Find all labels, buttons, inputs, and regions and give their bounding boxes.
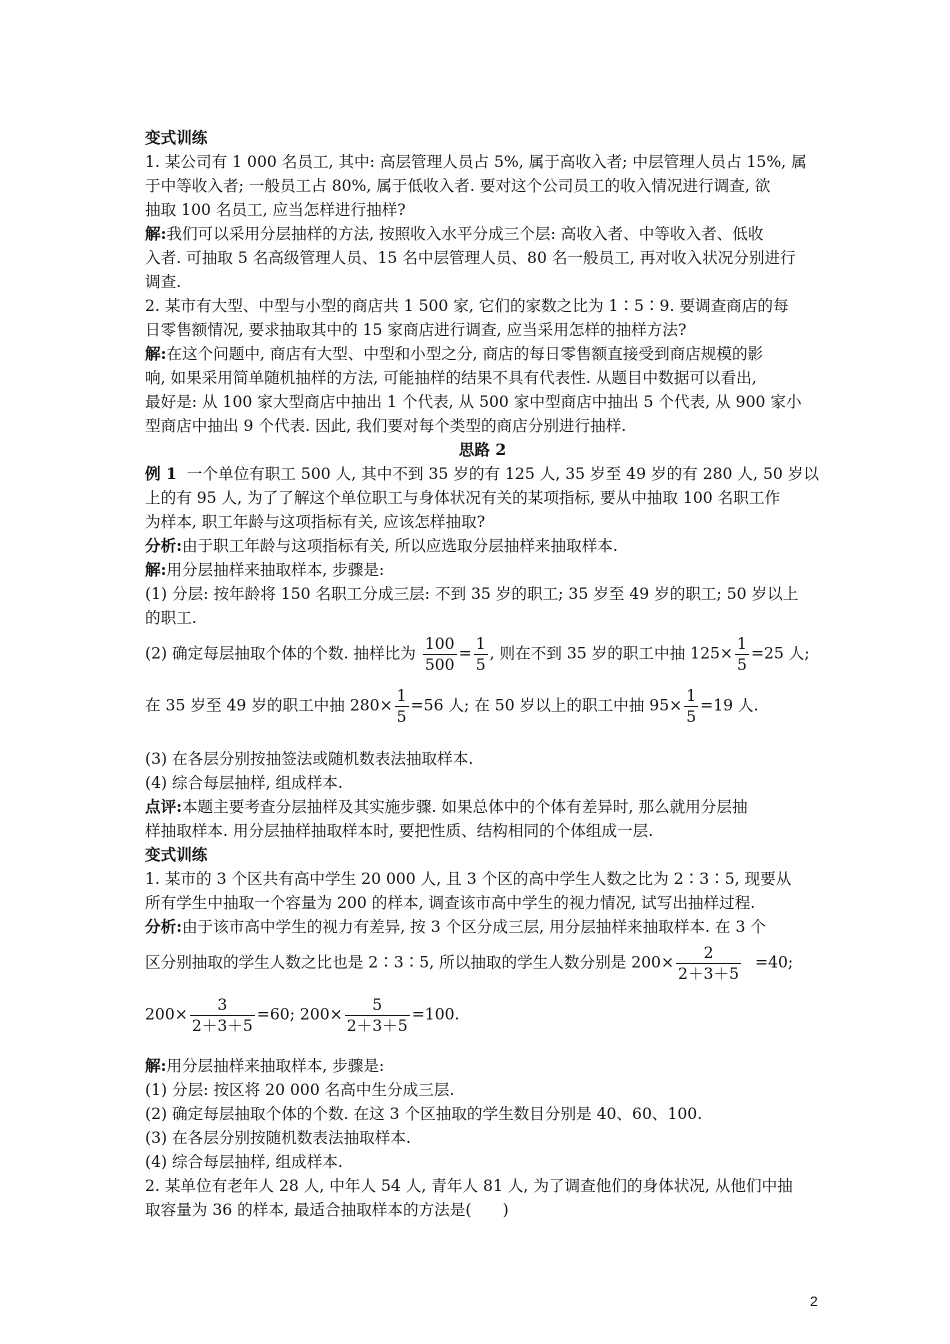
answer-body: 我们可以采用分层抽样的方法, 按照收入水平分成三个层: 高收入者、中等收入者、低收 xyxy=(166,225,764,243)
solution-label: 解: xyxy=(145,560,167,579)
fraction xyxy=(735,634,749,675)
fraction xyxy=(676,943,741,984)
analysis-text-with-fractions xyxy=(145,943,793,984)
section-heading: 变式训练 xyxy=(145,128,208,147)
fraction-numerator: 2 xyxy=(703,944,714,962)
text-segment: =60; 200× xyxy=(256,1005,343,1024)
fraction xyxy=(345,995,410,1036)
text-segment: =100. xyxy=(411,1005,460,1024)
question-text: 于中等收入者; 一般员工占 80%, 属于低收入者. 要对这个公司员工的收入情况进行调查, 欲 xyxy=(145,177,771,195)
example-text xyxy=(145,462,819,486)
text-segment: =40; xyxy=(755,953,794,972)
question-text: 1. 某公司有 1 000 名员工, 其中: 高层管理人员占 5%, 属于高收入者; 中层管理人员占 15%, 属 xyxy=(145,153,807,171)
comment-text: 样抽取样本. 用分层抽样抽取样本时, 要把性质、结构相同的个体组成一层. xyxy=(145,822,654,840)
text-segment: 在 35 岁至 49 岁的职工中抽 280× xyxy=(145,696,393,715)
fraction xyxy=(395,686,409,727)
step-text: (1) 分层: 按区将 20 000 名高中生分成三层. xyxy=(145,1081,455,1099)
comment-body: 本题主要考查分层抽样及其实施步骤. 如果总体中的个体有差异时, 那么就用分层抽 xyxy=(181,798,748,816)
comment-text xyxy=(145,795,748,819)
answer-text: 响, 如果采用简单随机抽样的方法, 可能抽样的结果不具有代表性. 从题目中数据可以看出, xyxy=(145,369,757,387)
fraction-denominator: 2＋3＋5 xyxy=(678,965,739,983)
section-heading: 变式训练 xyxy=(145,845,208,864)
fraction-denominator: 5 xyxy=(686,708,697,726)
solution-body: 用分层抽样来抽取样本, 步骤是: xyxy=(166,561,385,579)
text-segment: (2) 确定每层抽取个体的个数. 抽样比为 xyxy=(145,644,416,663)
answer-text: 调查. xyxy=(145,273,182,291)
fraction xyxy=(423,634,457,675)
analysis-text xyxy=(145,915,766,939)
analysis-label: 分析: xyxy=(145,536,182,555)
text-segment: =56 人; 在 50 岁以上的职工中抽 95× xyxy=(410,696,683,715)
section-heading: 思路 2 xyxy=(458,440,507,459)
step-text: (4) 综合每层抽样, 组成样本. xyxy=(145,1153,343,1171)
question-text: 日零售额情况, 要求抽取其中的 15 家商店进行调查, 应当采用怎样的抽样方法? xyxy=(145,321,687,339)
page-number: 2 xyxy=(810,1293,818,1309)
fraction-denominator: 5 xyxy=(396,708,407,726)
answer-label: 解: xyxy=(145,344,167,363)
question-text: 2. 某单位有老年人 28 人, 中年人 54 人, 青年人 81 人, 为了调查他们的身体状况, 从他们中抽 xyxy=(145,1177,793,1195)
fraction-numerator: 3 xyxy=(217,996,228,1014)
fraction-numerator: 100 xyxy=(424,635,455,653)
solution-label: 解: xyxy=(145,1056,167,1075)
question-text: 所有学生中抽取一个容量为 200 的样本, 调查该市高中学生的视力情况, 试写出抽样过程. xyxy=(145,894,756,912)
example-body: 一个单位有职工 500 人, 其中不到 35 岁的有 125 人, 35 岁至 49 岁的有 280 人, 50 岁以 xyxy=(186,465,819,483)
solution-text xyxy=(145,558,384,582)
fraction-numerator: 1 xyxy=(475,635,486,653)
question-text: 抽取 100 名员工, 应当怎样进行抽样? xyxy=(145,201,406,219)
solution-text xyxy=(145,1054,384,1078)
question-text: 1. 某市的 3 个区共有高中学生 20 000 人, 且 3 个区的高中学生人数之比为 2∶3∶5, 现要从 xyxy=(145,870,792,888)
fraction-denominator: 500 xyxy=(424,656,455,674)
text-segment: =25 人; xyxy=(750,644,810,663)
fraction-numerator: 5 xyxy=(372,996,383,1014)
answer-text xyxy=(145,222,763,246)
analysis-text-with-fractions xyxy=(145,995,460,1036)
example-text: 为样本, 职工年龄与这项指标有关, 应该怎样抽取? xyxy=(145,513,486,531)
step-text: (2) 确定每层抽取个体的个数. 在这 3 个区抽取的学生数目分别是 40、60、100. xyxy=(145,1105,703,1123)
fraction-denominator: 5 xyxy=(475,656,486,674)
text-segment: =19 人. xyxy=(700,696,759,715)
step-text: (3) 在各层分别按抽签法或随机数表法抽取样本. xyxy=(145,750,474,768)
step-text-with-fractions xyxy=(145,634,810,675)
fraction-numerator: 1 xyxy=(396,687,407,705)
fraction xyxy=(190,995,255,1036)
step-text: (3) 在各层分别按随机数表法抽取样本. xyxy=(145,1129,411,1147)
step-text: (1) 分层: 按年龄将 150 名职工分成三层: 不到 35 岁的职工; 35 岁至 49 岁的职工; 50 岁以上 xyxy=(145,585,799,603)
step-text: 的职工. xyxy=(145,609,197,627)
example-text: 上的有 95 人, 为了了解这个单位职工与身体状况有关的某项指标, 要从中抽取 100 名职工作 xyxy=(145,489,781,507)
analysis-text xyxy=(145,534,618,558)
step-text-with-fractions xyxy=(145,686,759,727)
analysis-body: 由于职工年龄与这项指标有关, 所以应选取分层抽样来抽取样本. xyxy=(181,537,618,555)
comment-label: 点评: xyxy=(145,797,182,816)
text-segment: = xyxy=(458,644,472,663)
answer-text: 最好是: 从 100 家大型商店中抽出 1 个代表, 从 500 家中型商店中抽出 5 个代表, 从 900 家小 xyxy=(145,393,802,411)
answer-label: 解: xyxy=(145,224,167,243)
text-segment: , 则在不到 35 岁的职工中抽 125× xyxy=(489,644,734,663)
question-text: 2. 某市有大型、中型与小型的商店共 1 500 家, 它们的家数之比为 1∶5∶9. 要调查商店的每 xyxy=(145,297,789,315)
question-text: 取容量为 36 的样本, 最适合抽取样本的方法是( ) xyxy=(145,1201,509,1219)
fraction xyxy=(684,686,698,727)
answer-text: 入者. 可抽取 5 名高级管理人员、15 名中层管理人员、80 名一般员工, 再对收入状况分别进行 xyxy=(145,249,796,267)
answer-text xyxy=(145,342,763,366)
text-segment: 200× xyxy=(145,1005,188,1024)
fraction-numerator: 1 xyxy=(686,687,697,705)
answer-body: 在这个问题中, 商店有大型、中型和小型之分, 商店的每日零售额直接受到商店规模的影 xyxy=(166,345,764,363)
step-text: (4) 综合每层抽样, 组成样本. xyxy=(145,774,343,792)
analysis-body: 由于该市高中学生的视力有差异, 按 3 个区分成三层, 用分层抽样来抽取样本. 在 3 个 xyxy=(181,918,766,936)
solution-body: 用分层抽样来抽取样本, 步骤是: xyxy=(166,1057,385,1075)
fraction-numerator: 1 xyxy=(737,635,747,653)
text-segment: 区分别抽取的学生人数之比也是 2∶3∶5, 所以抽取的学生人数分别是 200× xyxy=(145,953,675,972)
example-label: 例 1 xyxy=(145,464,177,483)
fraction-denominator: 2＋3＋5 xyxy=(346,1017,408,1035)
fraction-denominator: 5 xyxy=(737,656,747,674)
fraction xyxy=(474,634,488,675)
fraction-denominator: 2＋3＋5 xyxy=(191,1017,253,1035)
analysis-label: 分析: xyxy=(145,917,182,936)
answer-text: 型商店中抽出 9 个代表. 因此, 我们要对每个类型的商店分别进行抽样. xyxy=(145,417,627,435)
